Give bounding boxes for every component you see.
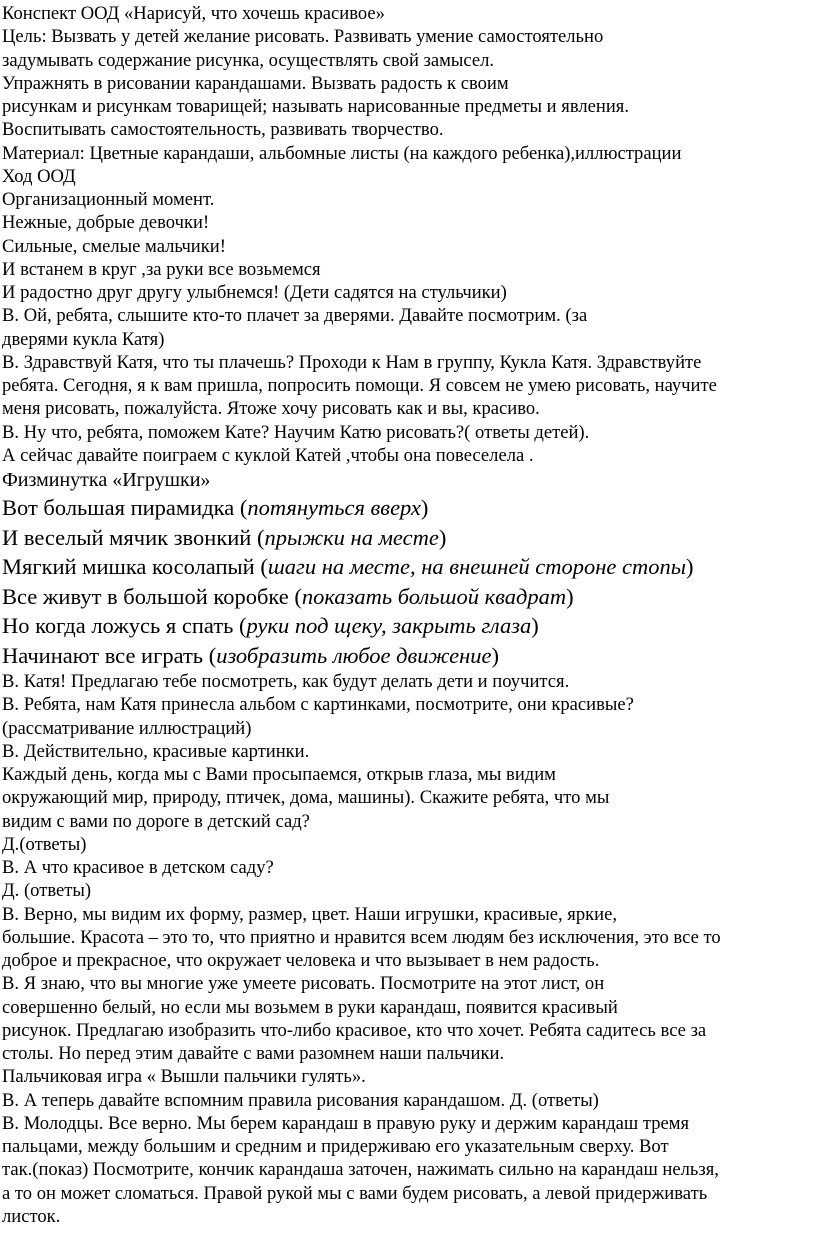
poem-text: Вот большая пирамидка xyxy=(2,495,235,520)
text-line: Организационный момент. xyxy=(2,189,215,210)
text-line: задумывать содержание рисунка, осуществлять свой замысел. xyxy=(2,49,495,71)
poem-line: Но когда ложусь я спать (руки под щеку, закрыть глаза) xyxy=(2,613,539,638)
text-line: Пальчиковая игра « Вышли пальчики гулять». xyxy=(2,1066,366,1088)
text-line: А сейчас давайте поиграем с куклой Катей ,чтобы она повеселела . xyxy=(2,444,534,466)
text-line: Каждый день, когда мы с Вами просыпаемся, открыв глаза, мы видим xyxy=(2,764,556,785)
text-line: (рассматривание иллюстраций) xyxy=(2,717,252,739)
poem-line: Начинают все играть (изобразить любое движение) xyxy=(2,642,500,668)
intro-text xyxy=(2,2,816,467)
text-line: доброе и прекрасное, что окружает человека и что вызывает в нем радость. xyxy=(2,950,600,971)
text-line: В. Катя! Предлагаю тебе посмотреть, как будут делать дети и поучится. xyxy=(2,671,570,692)
text-line: Воспитывать самостоятельность, развивать творчество. xyxy=(2,119,444,141)
text-line: В. А теперь давайте вспомним правила рисования карандашом. Д. (ответы) xyxy=(2,1089,599,1111)
text-line: Материал: Цветные карандаши, альбомные листы (на каждого ребенка),иллюстрации xyxy=(2,142,682,164)
text-line: Упражнять в рисовании карандашами. Вызвать радость к своим xyxy=(2,72,509,94)
text-line: Конспект ООД «Нарисуй, что хочешь красивое» xyxy=(2,3,385,24)
text-line: И встанем в круг ,за руки все возьмемся xyxy=(2,258,321,280)
text-line: Д. (ответы) xyxy=(2,880,92,902)
text-line: В. Ну что, ребята, поможем Кате? Научим Катю рисовать?( ответы детей). xyxy=(2,421,590,443)
poem-line: Вот большая пирамидка (потянуться вверх) xyxy=(2,495,429,520)
text-line: дверями кукла Катя) xyxy=(2,328,165,350)
text-line: пальцами, между большим и средним и придерживаю его указательным сверху. Вот xyxy=(2,1136,669,1157)
poem-action: руки под щеку, закрыть глаза xyxy=(246,613,532,638)
text-line: большие. Красота – это то, что приятно и нравится всем людям без исключения, это все то xyxy=(2,926,721,948)
text-line: рисунок. Предлагаю изобразить что-либо красивое, кто что хочет. Ребята садитесь все за xyxy=(2,1019,707,1041)
text-line: так.(показ) Посмотрите, кончик карандаша заточен, нажимать сильно на карандаш нельзя, xyxy=(2,1159,719,1181)
lesson-text xyxy=(2,670,816,1228)
poem-action: изобразить любое движение xyxy=(216,642,492,668)
text-line: Цель: Вызвать у детей желание рисовать. Развивать умение самостоятельно xyxy=(2,26,604,48)
text-line: Ход ООД xyxy=(2,165,76,187)
text-line: И радостно друг другу улыбнемся! (Дети садятся на стульчики) xyxy=(2,282,507,303)
poem-text: И веселый мячик звонкий xyxy=(2,524,252,550)
text-line: рисункам и рисункам товарищей; называть нарисованные предметы и явления. xyxy=(2,96,629,117)
poem-action: шаги на месте, на внешней стороне стопы xyxy=(267,554,686,579)
text-line: В. А что красивое в детском саду? xyxy=(2,857,274,878)
text-line: меня рисовать, пожалуйста. Ятоже хочу рисовать как и вы, красиво. xyxy=(2,398,540,420)
poem-text: Но когда ложусь я спать xyxy=(2,613,234,638)
text-line: листок. xyxy=(2,1205,61,1227)
poem-line: Все живут в большой коробке (показать большой квадрат) xyxy=(2,583,574,609)
poem-text: Начинают все играть xyxy=(2,642,204,668)
text-line: В. Я знаю, что вы многие уже умеете рисовать. Посмотрите на этот лист, он xyxy=(2,973,605,995)
text-line: В. Здравствуй Катя, что ты плачешь? Проходи к Нам в группу, Кукла Катя. Здравствуйте xyxy=(2,351,702,373)
poem-text: Мягкий мишка косолапый xyxy=(2,554,255,579)
poem-text: Все живут в большой коробке xyxy=(2,583,289,609)
fizminutka-poem xyxy=(2,493,816,670)
fizminutka-title: Физминутка «Игрушки» xyxy=(2,469,211,491)
text-line: В. Ребята, нам Катя принесла альбом с картинками, посмотрите, они красивые? xyxy=(2,694,634,716)
text-line: Д.(ответы) xyxy=(2,833,87,855)
text-line: Сильные, смелые мальчики! xyxy=(2,235,226,257)
text-line: В. Ой, ребята, слышите кто-то плачет за дверями. Давайте посмотрим. (за xyxy=(2,305,588,327)
text-line: Нежные, добрые девочки! xyxy=(2,212,210,234)
poem-action: показать большой квадрат xyxy=(301,583,567,609)
text-line: В. Молодцы. Все верно. Мы берем карандаш в правую руку и держим карандаш тремя xyxy=(2,1112,690,1134)
poem-action: прыжки на месте xyxy=(264,524,439,550)
poem-action: потянуться вверх xyxy=(247,495,421,520)
poem-line: Мягкий мишка косолапый (шаги на месте, на внешней стороне стопы) xyxy=(2,554,694,579)
text-line: видим с вами по дороге в детский сад? xyxy=(2,810,310,832)
text-line: окружающий мир, природу, птичек, дома, машины). Скажите ребята, что мы xyxy=(2,787,610,809)
text-line: В. Верно, мы видим их форму, размер, цвет. Наши игрушки, красивые, яркие, xyxy=(2,903,618,925)
text-line: ребята. Сегодня, я к вам пришла, попросить помощи. Я совсем не умею рисовать, научите xyxy=(2,375,717,396)
text-line: совершенно белый, но если мы возьмем в руки карандаш, появится красивый xyxy=(2,996,618,1018)
text-line: столы. Но перед этим давайте с вами разомнем наши пальчики. xyxy=(2,1043,505,1064)
text-line: В. Действительно, красивые картинки. xyxy=(2,740,310,762)
text-line: а то он может сломаться. Правой рукой мы с вами будем рисовать, а левой придерживать xyxy=(2,1182,708,1204)
poem-line: И веселый мячик звонкий (прыжки на месте) xyxy=(2,524,447,550)
